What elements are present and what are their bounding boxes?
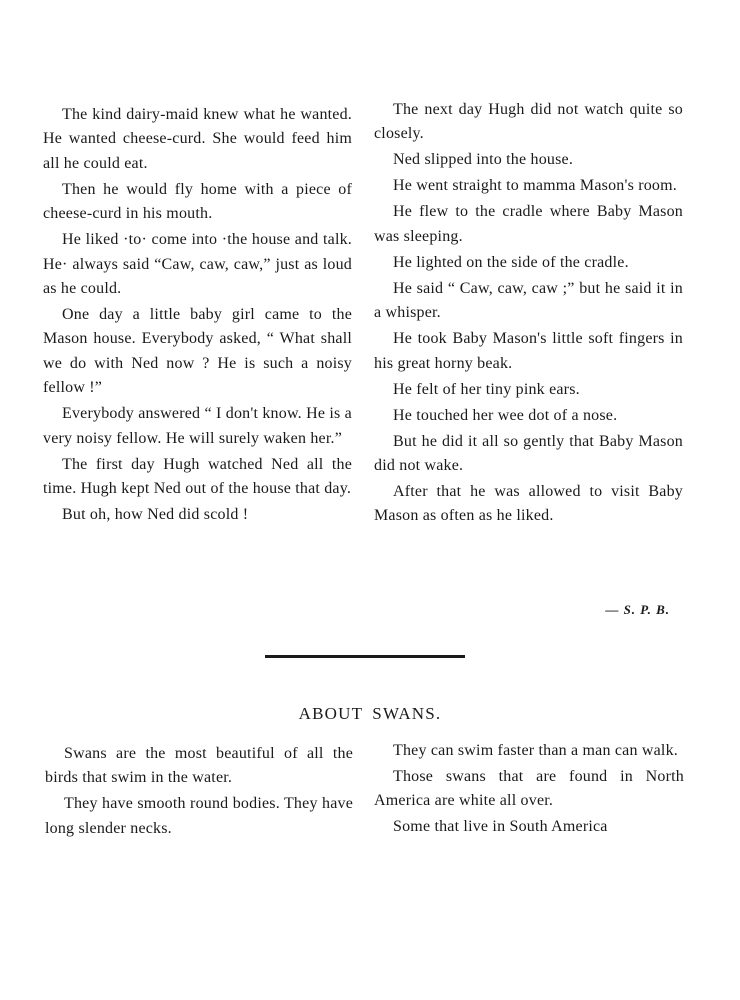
paragraph: He touched her wee dot of a nose. (393, 406, 618, 424)
section-divider (265, 655, 465, 658)
paragraph: They have smooth round bodies. They have long slender necks. (45, 795, 353, 837)
story-column-left (43, 103, 352, 527)
section-heading: ABOUT SWANS. (298, 704, 442, 723)
paragraph: Some that live in South America (393, 818, 608, 836)
paragraph: He went straight to mamma Mason's room. (393, 177, 677, 195)
paragraph: The next day Hugh did not watch quite so closely. (374, 101, 683, 143)
paragraph: One day a little baby girl came to the Mason house. Everybody asked, “ What shall we do with Ned now ? He is such a noisy fellow !” (43, 306, 352, 397)
paragraph: But oh, how Ned did scold ! (62, 506, 249, 524)
paragraph: Those swans that are found in North America are white all over. (374, 768, 684, 810)
paragraph: The kind dairy-maid knew what he wanted. He wanted cheese-curd. She would feed him all he could eat. (43, 106, 352, 172)
paragraph: Everybody answered “ I don't know. He is a very noisy fellow. He will surely waken her.” (43, 405, 352, 447)
paragraph: They can swim faster than a man can walk. (393, 742, 678, 759)
paragraph: Then he would fly home with a piece of cheese-curd in his mouth. (43, 180, 352, 223)
paragraph: He took Baby Mason's little soft fingers in his great horny beak. (374, 330, 683, 372)
paragraph: After that he was allowed to visit Baby Mason as often as he liked. (374, 483, 683, 525)
swans-column-left (45, 742, 353, 841)
paragraph: The first day Hugh watched Ned all the time. Hugh kept Ned out of the house that day. (43, 455, 352, 498)
paragraph: Swans are the most beautiful of all the birds that swim in the water. (45, 745, 353, 787)
paragraph: He liked ·to· come into ·the house and talk. He· always said “Caw, caw, caw,” just as loud as he could. (43, 231, 352, 298)
author-signature: — S. P. B. (605, 602, 670, 617)
paragraph: But he did it all so gently that Baby Mason did not wake. (374, 432, 683, 475)
story-column-right (374, 98, 683, 529)
paragraph: He said “ Caw, caw, caw ;” but he said it in a whisper. (374, 279, 683, 322)
paragraph: Ned slipped into the house. (393, 151, 574, 169)
swans-column-right (374, 739, 684, 840)
paragraph: He flew to the cradle where Baby Mason was sleeping. (374, 203, 683, 245)
paragraph: He felt of her tiny pink ears. (393, 380, 580, 398)
paragraph: He lighted on the side of the cradle. (393, 253, 629, 271)
